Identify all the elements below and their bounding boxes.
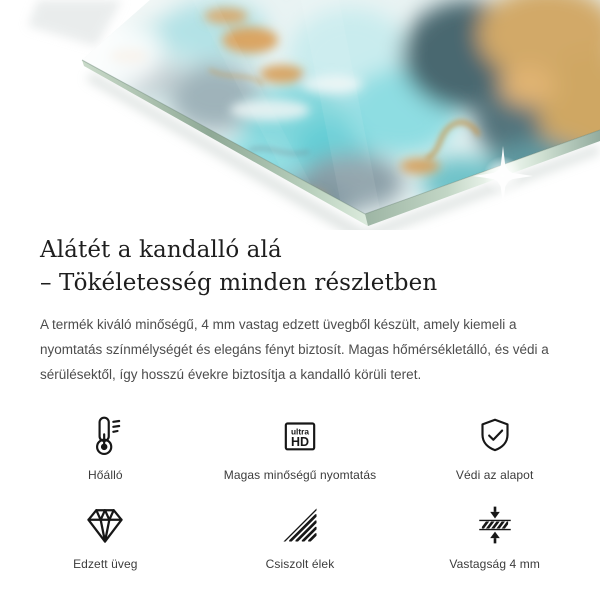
feature-polished-edges bbox=[203, 502, 398, 571]
feature-label: Védi az alapot bbox=[455, 467, 534, 482]
page-title bbox=[40, 234, 560, 301]
feature-heat-resistant bbox=[8, 413, 203, 482]
ultra-hd-icon-text-ultra: ultra bbox=[290, 426, 310, 437]
product-description: A termék kiváló minőségű, 4 mm vastag edzett üvegből készült, amely kiemeli a nyomtatás színmélységét és elegáns fényt biztosít. Magas hőmérsékletálló, és védi a sérülésektől, így hosszú évekre biztosítja a kandalló körüli teret. bbox=[40, 316, 549, 383]
feature-tempered-glass bbox=[8, 502, 203, 571]
thermometer-icon bbox=[85, 413, 125, 459]
feature-label: Hőálló bbox=[88, 467, 123, 482]
feature-label: Vastagság 4 mm bbox=[449, 556, 540, 571]
feature-label: Edzett üveg bbox=[73, 556, 138, 571]
feature-thickness bbox=[397, 502, 592, 571]
feature-protects-base bbox=[397, 413, 592, 482]
page-title-line1: Alátét a kandalló alá bbox=[40, 237, 282, 263]
thickness-icon bbox=[474, 502, 516, 548]
feature-label: Csiszolt élek bbox=[265, 556, 335, 571]
ultra-hd-icon bbox=[280, 413, 320, 459]
product-copy bbox=[0, 234, 600, 388]
feature-label: Magas minőségű nyomtatás bbox=[223, 467, 377, 482]
feature-print-quality bbox=[203, 413, 398, 482]
page-title-line2: – Tökéletesség minden részletben bbox=[40, 270, 438, 297]
feature-grid bbox=[0, 413, 600, 571]
polished-edges-icon bbox=[281, 502, 319, 548]
shield-check-icon bbox=[475, 413, 515, 459]
diamond-icon bbox=[84, 502, 126, 548]
product-photo bbox=[0, 0, 600, 230]
glass-panel-illustration bbox=[0, 0, 600, 230]
ultra-hd-icon-text-hd: HD bbox=[290, 434, 310, 449]
